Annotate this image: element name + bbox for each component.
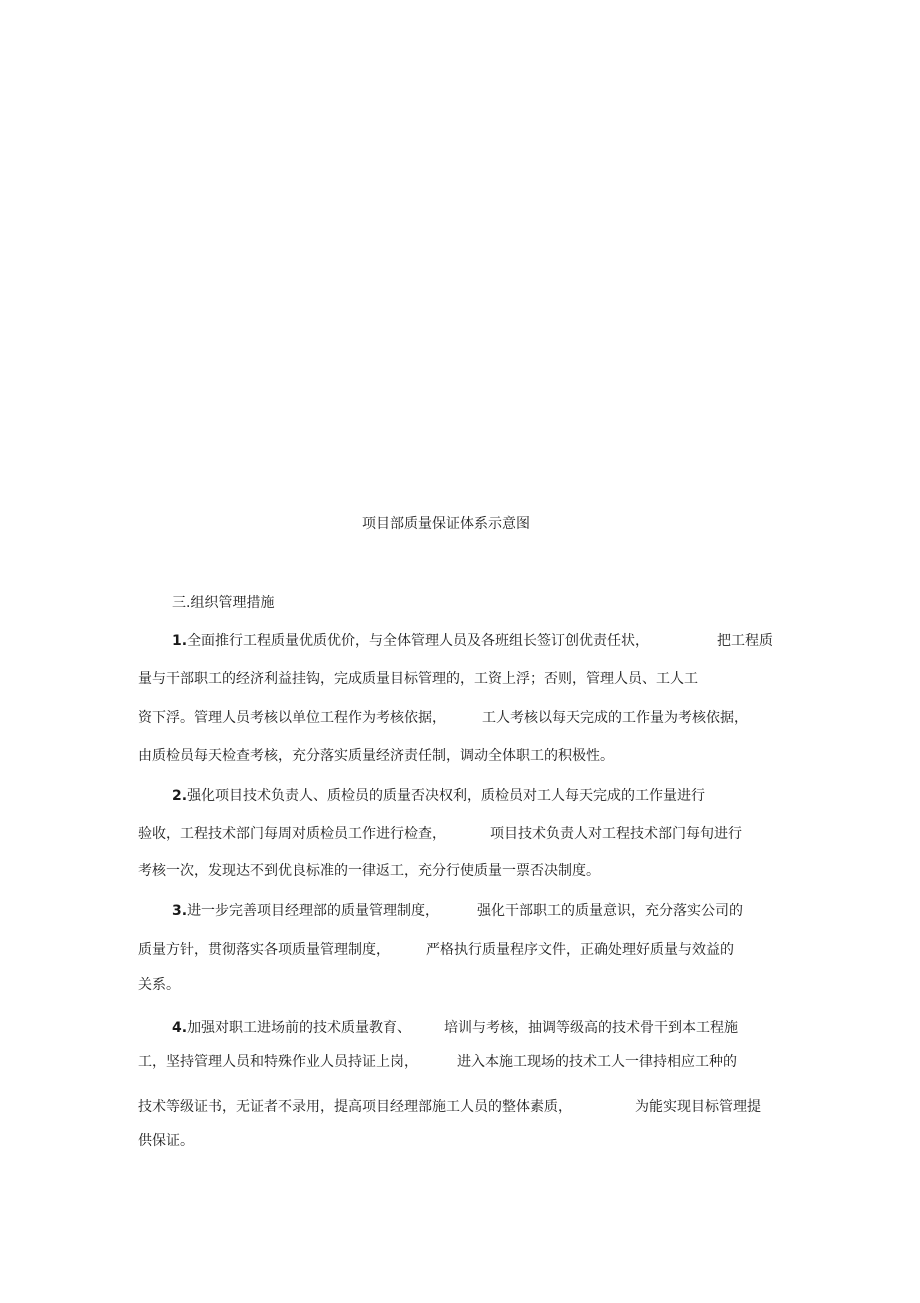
item-4-line-4: 供保证。 xyxy=(138,1133,194,1149)
item-number: 2. xyxy=(172,788,188,804)
item-3-line-1: 3.进一步完善项目经理部的质量管理制度， xyxy=(172,903,440,919)
item-2-line-1: 2.强化项目技术负责人、质检员的质量否决权利，质检员对工人每天完成的工作量进行 xyxy=(172,788,706,804)
item-2-line-2-cont: 项目技术负责人对工程技术部门每旬进行 xyxy=(490,826,742,842)
item-1-line-3-cont: 工人考核以每天完成的工作量为考核依据， xyxy=(482,710,748,726)
figure-caption: 项目部质量保证体系示意图 xyxy=(362,516,530,532)
item-4-line-2: 工，坚持管理人员和特殊作业人员持证上岗， xyxy=(138,1054,418,1070)
item-3-line-2: 质量方针，贯彻落实各项质量管理制度， xyxy=(138,942,390,958)
item-number: 3. xyxy=(172,903,188,919)
item-4-line-1-cont: 培训与考核，抽调等级高的技术骨干到本工程施 xyxy=(444,1020,738,1036)
item-4-line-3-cont: 为能实现目标管理提 xyxy=(635,1099,761,1115)
section-heading: 三.组织管理措施 xyxy=(172,595,275,611)
item-1-line-1: 1.全面推行工程质量优质优价，与全体管理人员及各班组长签订创优责任状， xyxy=(172,633,650,649)
item-1-line-2: 量与干部职工的经济利益挂钩，完成质量目标管理的，工资上浮；否则，管理人员、工人工 xyxy=(138,671,698,687)
item-number: 1. xyxy=(172,633,188,649)
item-number: 4. xyxy=(172,1020,188,1036)
item-2-line-3: 考核一次，发现达不到优良标准的一律返工，充分行使质量一票否决制度。 xyxy=(138,863,600,879)
item-2-line-2: 验收，工程技术部门每周对质检员工作进行检查， xyxy=(138,826,446,842)
item-4-line-3: 技术等级证书，无证者不录用，提高项目经理部施工人员的整体素质， xyxy=(138,1099,572,1115)
item-3-line-1-cont: 强化干部职工的质量意识，充分落实公司的 xyxy=(477,903,743,919)
item-4-line-1: 4.加强对职工进场前的技术质量教育、 xyxy=(172,1020,412,1036)
item-1-line-4: 由质检员每天检查考核，充分落实质量经济责任制，调动全体职工的积极性。 xyxy=(138,748,614,764)
item-3-line-2-cont: 严格执行质量程序文件，正确处理好质量与效益的 xyxy=(426,942,734,958)
item-1-line-1-cont: 把工程质 xyxy=(717,633,773,649)
item-3-line-3: 关系。 xyxy=(138,977,180,993)
item-4-line-2-cont: 进入本施工现场的技术工人一律持相应工种的 xyxy=(457,1054,737,1070)
item-1-line-3: 资下浮。管理人员考核以单位工程作为考核依据， xyxy=(138,710,446,726)
